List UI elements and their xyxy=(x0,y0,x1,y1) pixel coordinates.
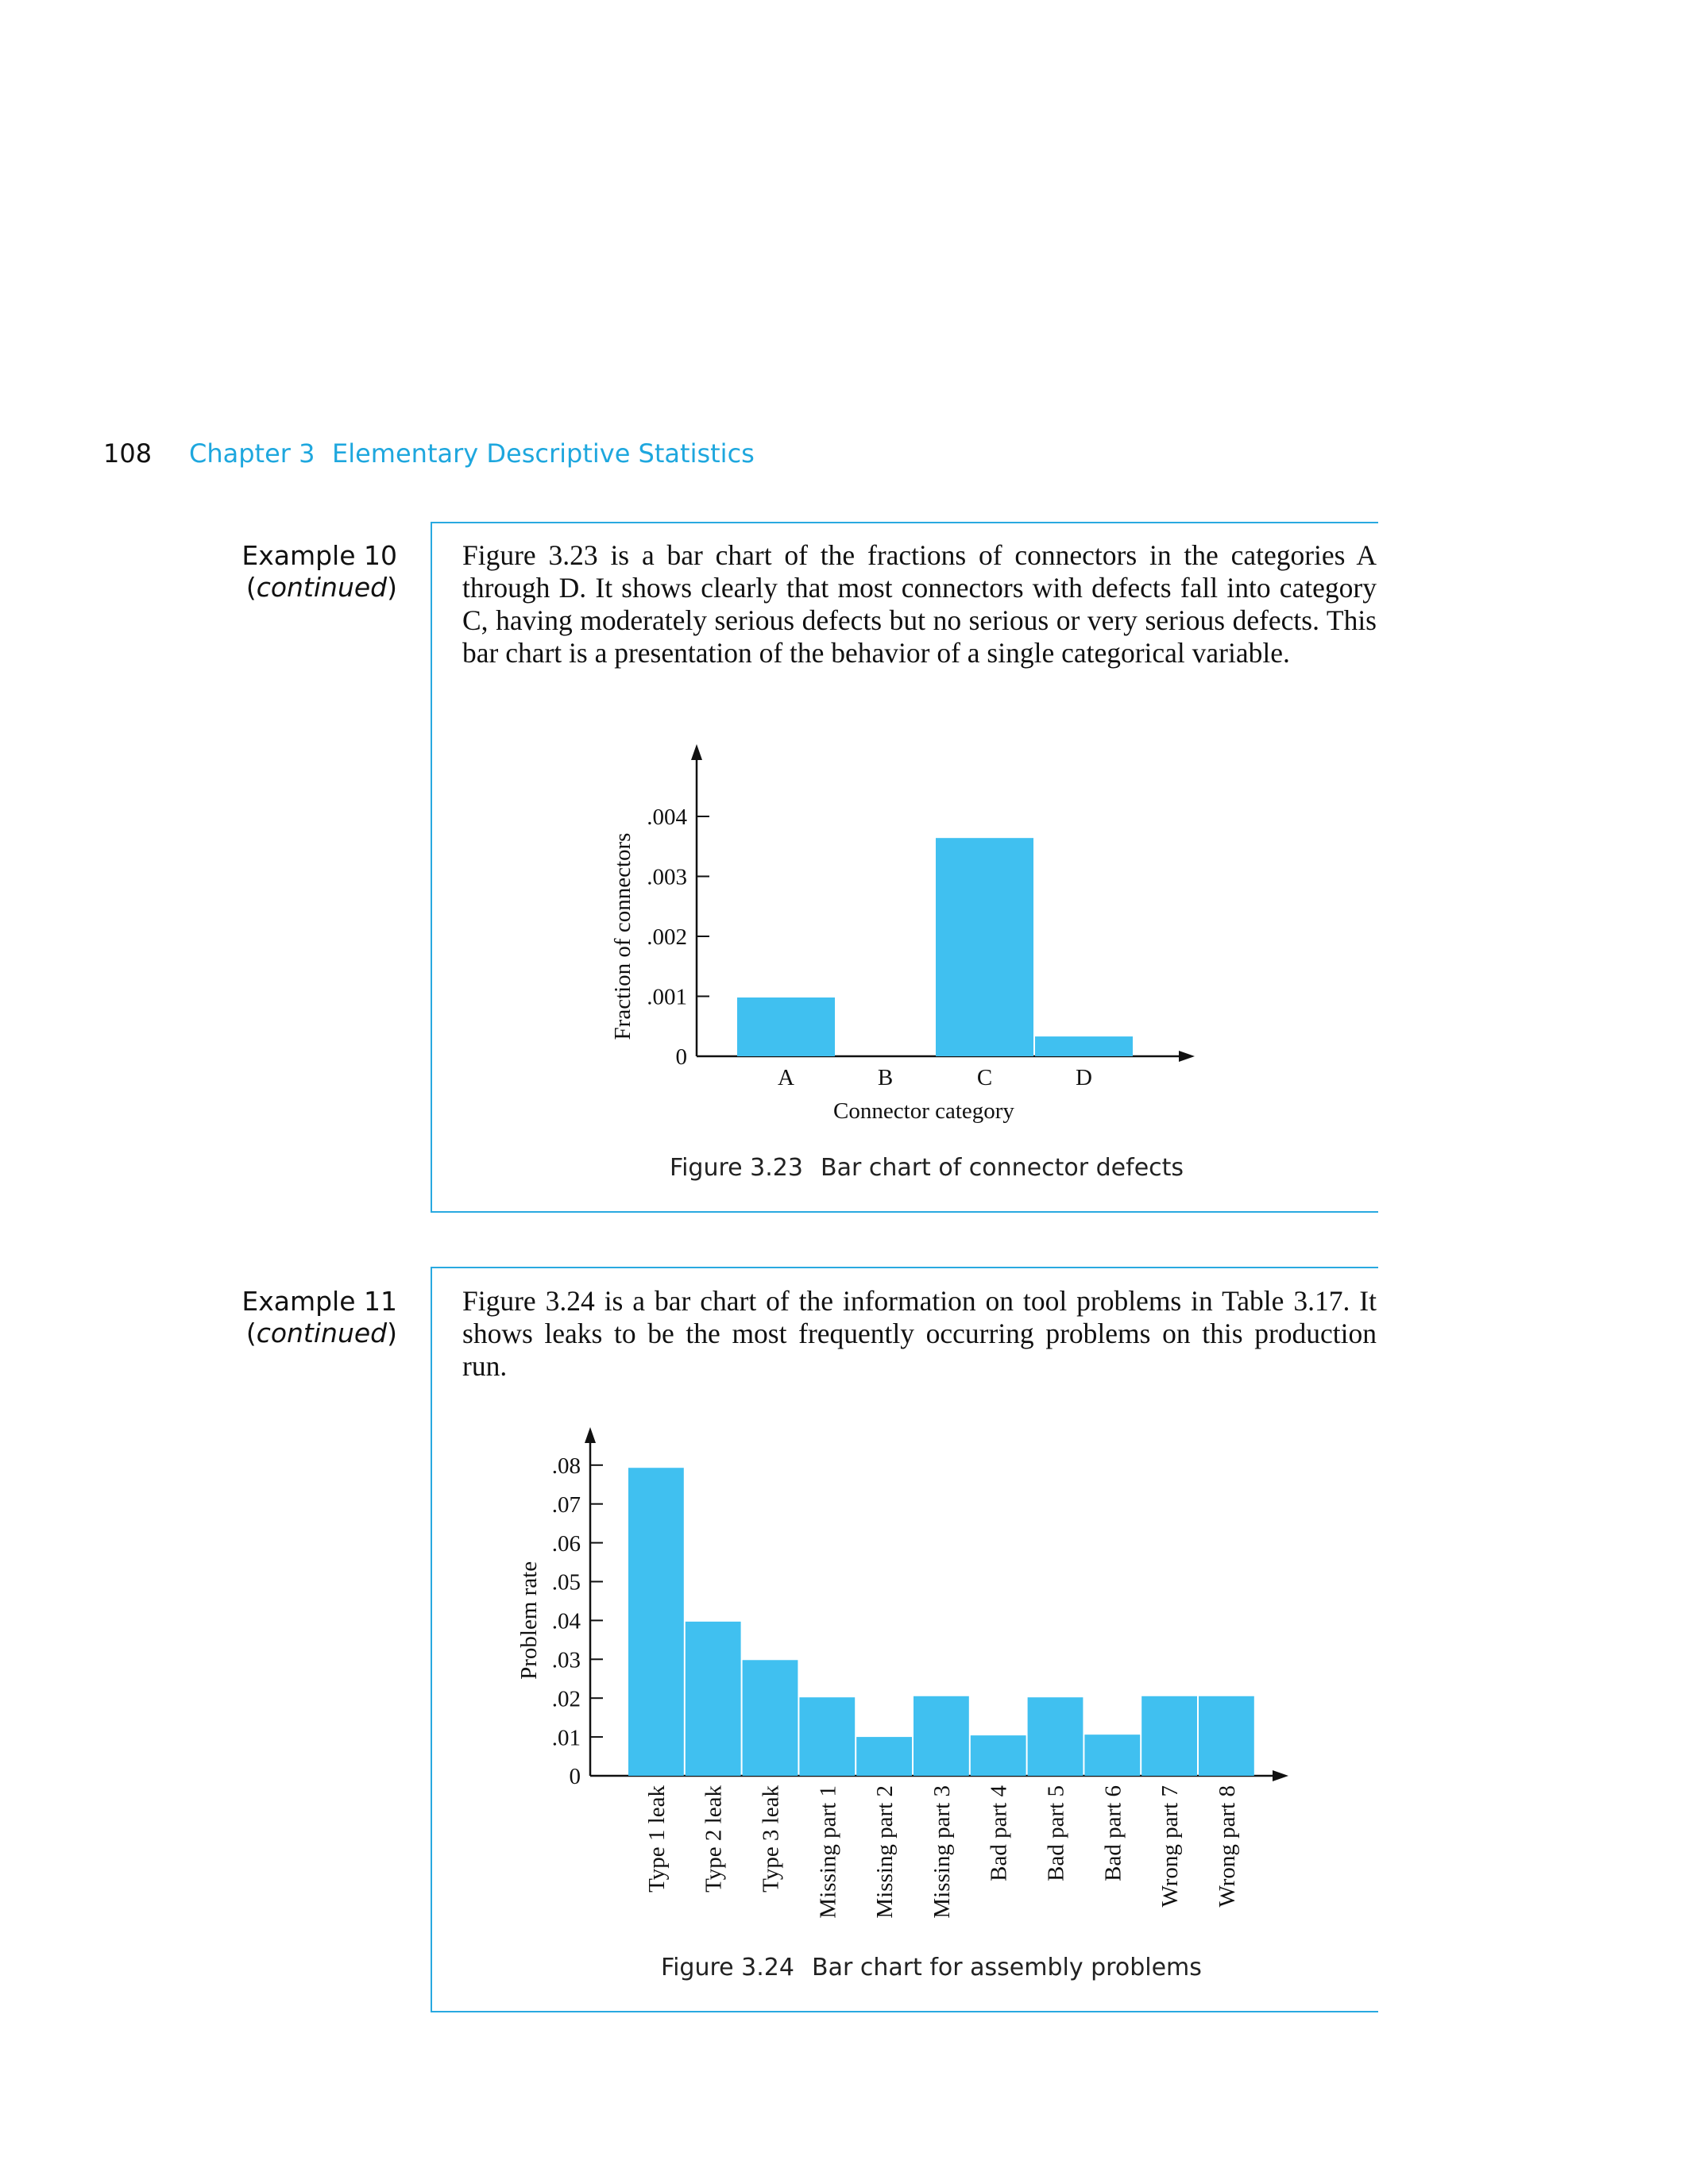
y-tick-label: .04 xyxy=(551,1608,581,1634)
bar xyxy=(1028,1697,1083,1776)
figure-caption: Bar chart of connector defects xyxy=(821,1154,1184,1182)
chart-connector-defects xyxy=(610,744,1195,1124)
figure-caption: Bar chart for assembly problems xyxy=(812,1954,1202,1981)
y-axis-label: Fraction of connectors xyxy=(610,832,635,1040)
y-tick-label: .02 xyxy=(551,1686,581,1712)
y-tick-label: 0 xyxy=(675,1044,687,1071)
example-11-text: Figure 3.24 is a bar chart of the information on tool problems in Table 3.17. It shows leaks to be the most frequently occurring problems on this production run. xyxy=(462,1285,1377,1382)
bar xyxy=(1199,1696,1254,1776)
x-tick-label: Missing part 2 xyxy=(872,1785,898,1919)
bar xyxy=(1084,1734,1140,1776)
y-tick-label: .03 xyxy=(551,1647,581,1673)
bar xyxy=(737,997,835,1056)
x-tick-label: Missing part 3 xyxy=(929,1785,955,1919)
x-tick-label: Bad part 5 xyxy=(1043,1785,1069,1881)
x-tick-label: Type 1 leak xyxy=(643,1785,670,1893)
y-tick-label: .06 xyxy=(551,1530,581,1557)
chart-assembly-problems xyxy=(516,1427,1288,1919)
x-axis-label: Connector category xyxy=(833,1098,1014,1124)
x-tick-label: A xyxy=(778,1065,794,1090)
example-title: Example 10 xyxy=(241,540,397,571)
x-tick-label: C xyxy=(976,1065,993,1090)
y-tick-label: .01 xyxy=(551,1725,581,1751)
x-tick-label: Wrong part 7 xyxy=(1157,1785,1184,1908)
y-tick-label: .004 xyxy=(647,805,687,831)
bar xyxy=(1141,1696,1197,1776)
figure-number: Figure 3.24 xyxy=(661,1954,794,1981)
bar xyxy=(743,1660,798,1776)
y-axis-arrow-icon xyxy=(691,744,702,760)
bar xyxy=(1035,1036,1133,1056)
example-title: Example 11 xyxy=(241,1286,397,1317)
figure-number: Figure 3.23 xyxy=(670,1154,803,1182)
example-10-text: Figure 3.23 is a bar chart of the fractions of connectors in the categories A through D. It shows clearly that most connectors with defects fall into category C, having moderately serious defects but no serious or very serious defects. This bar chart is a presentation of the behavior of a single categorical variable. xyxy=(462,539,1377,669)
continued-note: (continued) xyxy=(245,1318,397,1349)
x-tick-label: Bad part 6 xyxy=(1100,1785,1126,1881)
y-tick-label: .07 xyxy=(551,1491,581,1518)
bar xyxy=(971,1735,1026,1776)
y-tick-label: .003 xyxy=(647,864,687,890)
bar xyxy=(686,1622,741,1776)
chapter-label: Chapter 3 xyxy=(189,438,315,469)
bar xyxy=(856,1737,912,1776)
y-axis-arrow-icon xyxy=(585,1427,596,1443)
x-tick-label: Type 2 leak xyxy=(701,1785,727,1893)
bar xyxy=(936,838,1033,1056)
y-tick-label: .002 xyxy=(647,924,687,951)
page-number: 108 xyxy=(103,438,153,469)
y-tick-label: .001 xyxy=(647,984,687,1010)
y-tick-label: .05 xyxy=(551,1569,581,1596)
continued-note: (continued) xyxy=(245,572,397,603)
y-tick-label: .08 xyxy=(551,1453,581,1479)
x-tick-label: D xyxy=(1076,1065,1092,1090)
bar xyxy=(914,1696,969,1776)
chapter-title: Elementary Descriptive Statistics xyxy=(332,438,755,469)
y-tick-label: 0 xyxy=(569,1764,581,1790)
x-tick-label: Missing part 1 xyxy=(815,1785,841,1919)
y-axis-label: Problem rate xyxy=(516,1561,542,1680)
bar xyxy=(799,1697,855,1776)
x-axis-arrow-icon xyxy=(1179,1051,1195,1062)
x-axis-arrow-icon xyxy=(1273,1770,1288,1781)
x-tick-label: Bad part 4 xyxy=(986,1785,1012,1881)
x-tick-label: Wrong part 8 xyxy=(1214,1785,1240,1908)
x-tick-label: B xyxy=(877,1065,894,1090)
bar xyxy=(628,1468,684,1776)
x-tick-label: Type 3 leak xyxy=(758,1785,784,1893)
